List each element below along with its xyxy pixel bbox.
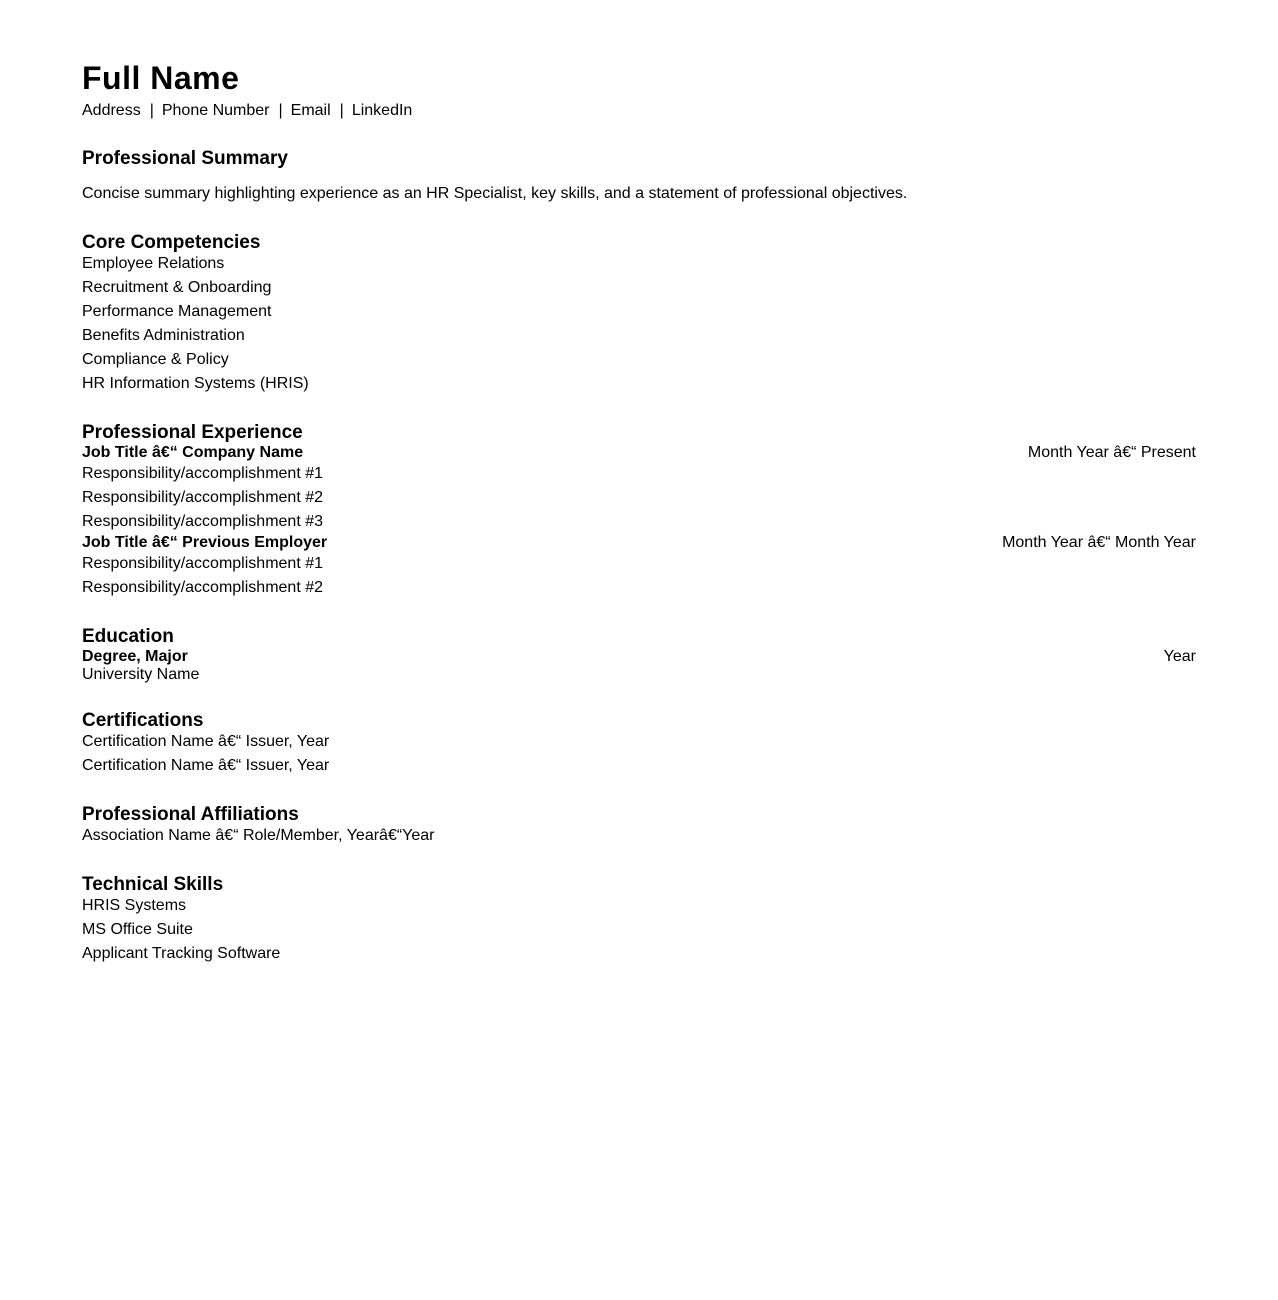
affiliation-item: Association Name â€“ Role/Member, Yearâ€“Year xyxy=(82,827,435,844)
education-heading: Education xyxy=(82,626,174,647)
full-name: Full Name xyxy=(82,60,240,96)
contact-separator: | xyxy=(339,102,344,119)
competency-item: Benefits Administration xyxy=(82,327,245,344)
job-responsibility: Responsibility/accomplishment #1 xyxy=(82,555,323,572)
education-degree: Degree, Major xyxy=(82,648,188,665)
competency-item: Employee Relations xyxy=(82,255,225,272)
certification-item: Certification Name â€“ Issuer, Year xyxy=(82,757,330,774)
resume-document xyxy=(82,59,1196,966)
job-dates: Month Year â€“ Month Year xyxy=(1002,534,1196,551)
job-responsibility: Responsibility/accomplishment #1 xyxy=(82,465,323,482)
competency-item: Recruitment & Onboarding xyxy=(82,279,272,296)
contact-line xyxy=(82,101,1196,121)
contact-linkedin: LinkedIn xyxy=(351,102,413,119)
summary-heading: Professional Summary xyxy=(82,148,288,169)
job-entry xyxy=(82,534,1196,600)
job-entry xyxy=(82,444,1196,534)
technical-skill-item: MS Office Suite xyxy=(82,921,193,938)
education-year: Year xyxy=(1163,648,1196,665)
education-school: University Name xyxy=(82,666,200,683)
technical-skill-item: HRIS Systems xyxy=(82,897,187,914)
competency-item: HR Information Systems (HRIS) xyxy=(82,375,309,392)
contact-separator: | xyxy=(278,102,283,119)
competency-item: Compliance & Policy xyxy=(82,351,229,368)
job-header xyxy=(82,534,1196,552)
certifications-heading: Certifications xyxy=(82,710,204,731)
technical-skills-heading: Technical Skills xyxy=(82,874,224,895)
summary-text: Concise summary highlighting experience as an HR Specialist, key skills, and a statement of professional objectives. xyxy=(82,185,908,202)
job-title: Job Title â€“ Previous Employer xyxy=(82,534,328,551)
job-responsibility: Responsibility/accomplishment #3 xyxy=(82,513,323,530)
certification-item: Certification Name â€“ Issuer, Year xyxy=(82,733,330,750)
job-header xyxy=(82,444,1196,462)
competency-item: Performance Management xyxy=(82,303,272,320)
technical-skill-item: Applicant Tracking Software xyxy=(82,945,281,962)
education-header xyxy=(82,648,1196,666)
affiliations-heading: Professional Affiliations xyxy=(82,804,299,825)
job-title: Job Title â€“ Company Name xyxy=(82,444,304,461)
contact-separator: | xyxy=(149,102,154,119)
contact-phone: Phone Number xyxy=(161,102,270,119)
job-responsibility: Responsibility/accomplishment #2 xyxy=(82,489,323,506)
contact-email: Email xyxy=(290,102,331,119)
competencies-heading: Core Competencies xyxy=(82,232,261,253)
job-dates: Month Year â€“ Present xyxy=(1027,444,1196,461)
experience-heading: Professional Experience xyxy=(82,422,303,443)
job-responsibility: Responsibility/accomplishment #2 xyxy=(82,579,323,596)
contact-address: Address xyxy=(82,102,141,119)
